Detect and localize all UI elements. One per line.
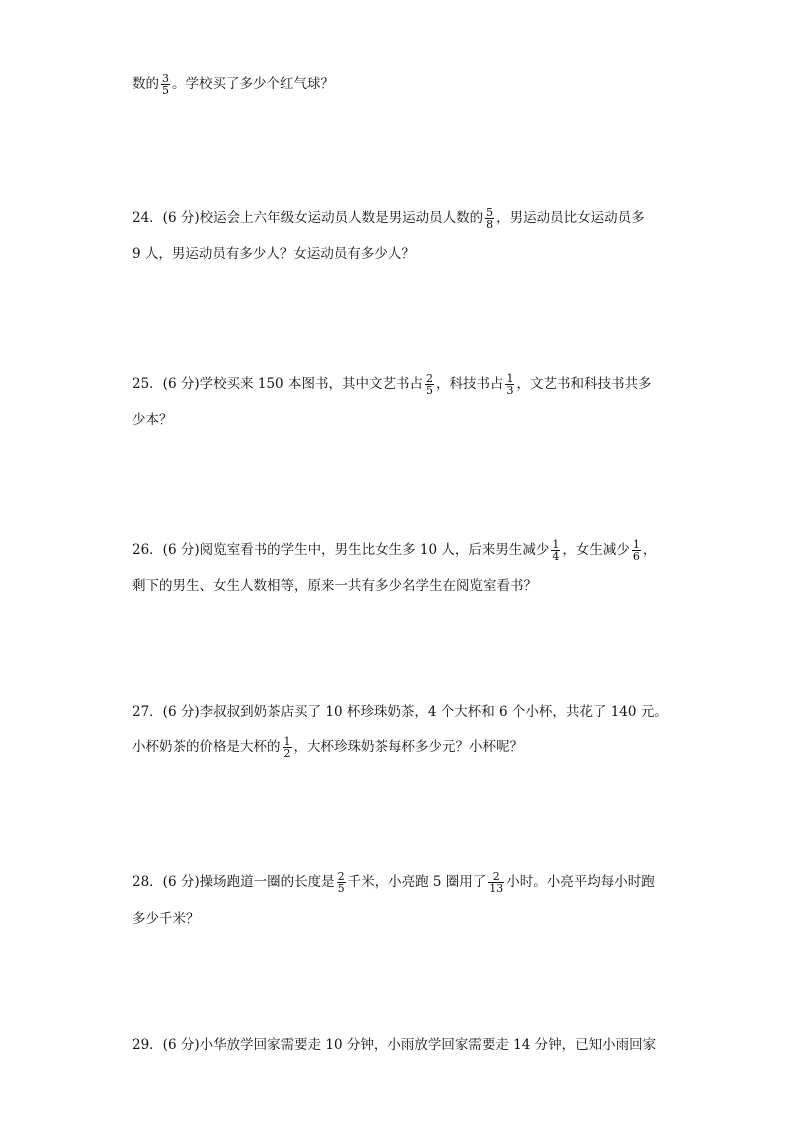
question-line [132, 73, 334, 96]
fraction-numerator: 1 [506, 372, 514, 385]
question-text: ，女生减少 [562, 542, 630, 558]
question-text: ，男运动员比女运动员多 [496, 210, 645, 226]
question-text: 25．(6 分)学校买来 150 本图书，其中文艺书占 [132, 376, 423, 392]
question-text: 千米，小亮跑 5 圈用了 [347, 874, 487, 890]
fraction [161, 73, 170, 96]
question-text: 27．(6 分)李叔叔到奶茶店买了 10 杯珍珠奶茶，4 个大杯和 6 个小杯，共花了 140 元。 [132, 704, 668, 720]
question-text: 多少千米？ [132, 911, 200, 927]
fraction-denominator: 13 [489, 882, 504, 895]
fraction-denominator: 4 [552, 550, 560, 563]
fraction [505, 373, 514, 396]
question-text: ，科技书占 [435, 376, 504, 392]
question-text: 小时。小亮平均每小时跑 [506, 874, 655, 890]
question-text: ，大杯珍珠奶茶每杯多少元？小杯呢？ [293, 739, 523, 755]
question-text: 少本？ [132, 412, 173, 428]
fraction-denominator: 6 [632, 550, 640, 563]
fraction-denominator: 8 [486, 218, 494, 231]
question-text: 28．(6 分)操场跑道一圈的长度是 [132, 874, 335, 890]
fraction-denominator: 5 [162, 84, 169, 97]
fraction [632, 539, 641, 562]
fraction-denominator: 5 [337, 882, 345, 895]
fraction [485, 207, 494, 230]
question-line [132, 539, 656, 562]
fraction [488, 871, 504, 894]
fraction-denominator: 3 [506, 384, 514, 397]
question-line [132, 736, 523, 759]
fraction-numerator: 2 [425, 372, 433, 385]
question-text: 小杯奶茶的价格是大杯的 [132, 739, 281, 755]
question-line [132, 373, 651, 396]
question-line [132, 702, 668, 722]
fraction-denominator: 2 [283, 747, 291, 760]
fraction [337, 871, 346, 894]
fraction [283, 736, 292, 759]
fraction-numerator: 2 [488, 871, 504, 883]
question-text: 24．(6 分)校运会上六年级女运动员人数是男运动员人数的 [132, 210, 484, 226]
fraction-numerator: 1 [283, 735, 291, 748]
question-text: 数的 [132, 76, 159, 92]
question-text: 9 人，男运动员有多少人？女运动员有多少人？ [132, 246, 415, 262]
question-text: 剩下的男生、女生人数相等，原来一共有多少名学生在阅览室看书？ [132, 578, 537, 594]
fraction-numerator: 1 [552, 538, 560, 551]
fraction-denominator: 5 [425, 384, 433, 397]
fraction [551, 539, 560, 562]
question-text: ， [642, 542, 657, 558]
fraction-numerator: 2 [337, 870, 345, 883]
fraction [425, 373, 434, 396]
fraction-numerator: 3 [162, 72, 169, 85]
question-line [132, 410, 173, 430]
question-line [132, 1035, 656, 1055]
fraction-numerator: 5 [486, 206, 494, 219]
question-line [132, 244, 415, 264]
question-text: 26．(6 分)阅览室看书的学生中，男生比女生多 10 人，后来男生减少 [132, 542, 550, 558]
question-text: 29．(6 分)小华放学回家需要走 10 分钟，小雨放学回家需要走 14 分钟，已知小雨回家 [132, 1037, 657, 1053]
question-text: ，文艺书和科技书共多 [516, 376, 652, 392]
question-line [132, 871, 655, 894]
question-line [132, 909, 200, 929]
question-text: 。学校买了多少个红气球？ [172, 76, 334, 92]
question-line [132, 207, 645, 230]
question-line [132, 576, 537, 596]
fraction-numerator: 1 [632, 538, 640, 551]
